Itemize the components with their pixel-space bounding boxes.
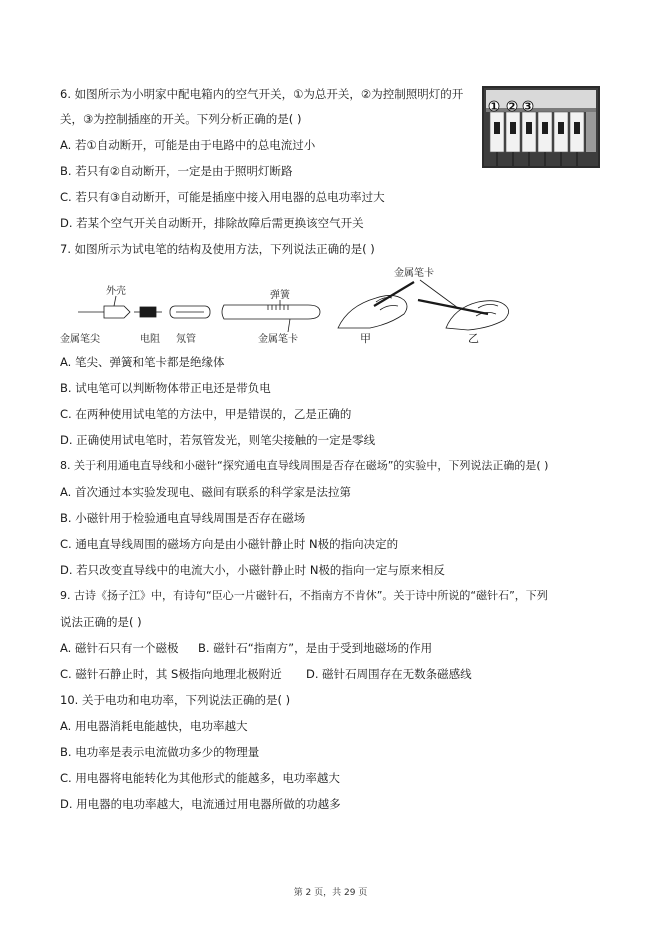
q7-label-nenguan: 氖管	[176, 334, 196, 345]
q6-option-c: C. 若只有③自动断开，可能是插座中接入用电器的总电功率过大	[60, 190, 385, 204]
q7-label-jinshu-bika-top: 金属笔卡	[394, 268, 434, 279]
q7-option-d: D. 正确使用试电笔时，若氖管发光，则笔尖接触的一定是零线	[60, 433, 376, 447]
q7-label-yi: 乙	[468, 332, 479, 345]
q6-stem-line1: 6. 如图所示为小明家中配电箱内的空气开关，①为总开关，②为控制照明灯的开	[60, 87, 464, 101]
q6-figure-label-3: 3	[524, 101, 532, 113]
q9-stem-line1: 9. 古诗《扬子江》中，有诗句“臣心一片磁针石，不指南方不肯休”。关于诗中所说的“磁针石”，下列	[60, 589, 548, 602]
q7-option-a: A. 笔尖、弹簧和笔卡都是绝缘体	[60, 355, 225, 369]
q6-option-b: B. 若只有②自动断开，一定是由于照明灯断路	[60, 164, 293, 178]
q10-option-c: C. 用电器将电能转化为其他形式的能越多，电功率越大	[60, 771, 340, 785]
page-footer: 第 2 页，共 29 页	[293, 888, 368, 898]
q10-option-b: B. 电功率是表示电流做功多少的物理量	[60, 745, 260, 759]
q6-breaker-box-figure	[482, 86, 600, 168]
q9-stem-line2: 说法正确的是( )	[60, 615, 142, 629]
q6-figure-label-1: 1	[490, 101, 498, 113]
q7-label-waike: 外壳	[106, 286, 126, 297]
q8-stem: 8. 关于利用通电直导线和小磁针“探究通电直导线周围是否存在磁场”的实验中，下列说法正确的是( )	[60, 459, 549, 472]
q7-label-jinshu-bika: 金属笔卡	[258, 334, 298, 345]
q8-option-d: D. 若只改变直导线中的电流大小，小磁针静止时 N极的指向一定与原来相反	[60, 563, 445, 577]
q7-test-pen-figure	[58, 262, 518, 348]
q10-stem: 10. 关于电功和电功率，下列说法正确的是( )	[60, 693, 291, 707]
q8-option-a: A. 首次通过本实验发现电、磁间有联系的科学家是法拉第	[60, 485, 351, 499]
q8-option-b: B. 小磁针用于检验通电直导线周围是否存在磁场	[60, 511, 306, 525]
q7-label-tanhuang: 弹簧	[270, 290, 290, 301]
q8-option-c: C. 通电直导线周围的磁场方向是由小磁针静止时 N极的指向决定的	[60, 537, 399, 551]
q7-label-jia: 甲	[360, 332, 371, 345]
q9-options-row2	[60, 666, 472, 682]
q7-option-c: C. 在两种使用试电笔的方法中，甲是错误的，乙是正确的	[60, 407, 352, 421]
q7-stem: 7. 如图所示为试电笔的结构及使用方法，下列说法正确的是( )	[60, 242, 375, 256]
q9-option-d: D. 磁针石周围存在无数条磁感线	[306, 667, 472, 681]
q6-option-a: A. 若①自动断开，可能是由于电路中的总电流过小	[60, 138, 316, 152]
q6-figure-label-2: 2	[508, 101, 516, 113]
q6-stem-line2: 关，③为控制插座的开关。下列分析正确的是( )	[60, 112, 302, 126]
q9-option-a: A. 磁针石只有一个磁极	[60, 641, 179, 655]
q6-option-d: D. 若某个空气开关自动断开，排除故障后需更换该空气开关	[60, 216, 364, 230]
q9-option-c: C. 磁针石静止时，其 S极指向地理北极附近	[60, 667, 282, 681]
q7-label-dianzu: 电阻	[140, 334, 160, 345]
q10-option-a: A. 用电器消耗电能越快，电功率越大	[60, 719, 248, 733]
q7-label-jinshu-bijian: 金属笔尖	[60, 334, 100, 345]
q10-option-d: D. 用电器的电功率越大，电流通过用电器所做的功越多	[60, 797, 341, 811]
q7-option-b: B. 试电笔可以判断物体带正电还是带负电	[60, 381, 271, 395]
q9-option-b: B. 磁针石“指南方”，是由于受到地磁场的作用	[198, 641, 433, 655]
q9-options-row1	[60, 640, 432, 656]
